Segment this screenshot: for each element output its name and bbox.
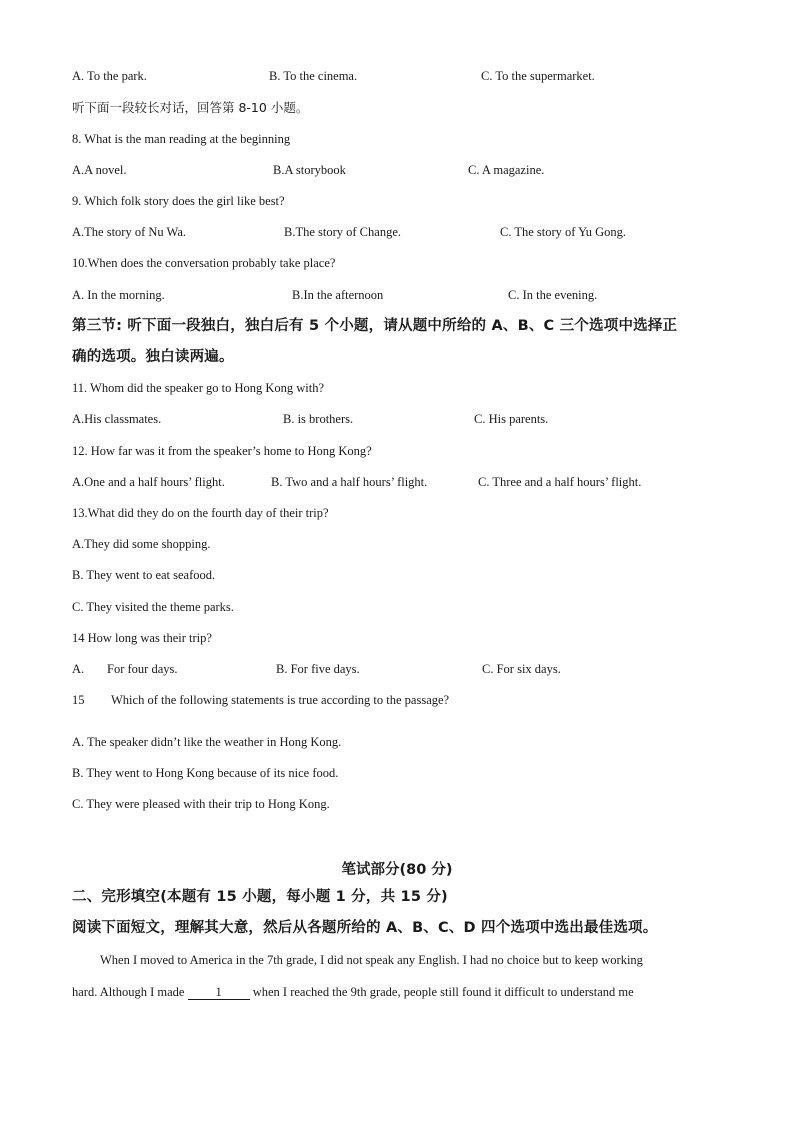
q8-stem: 8. What is the man reading at the beginning [72, 132, 291, 146]
q11-stem: 11. Whom did the speaker go to Hong Kong with? [72, 381, 325, 395]
q8-option-a: A.A novel. [72, 163, 127, 177]
q15-number: 15 [72, 693, 85, 707]
q8-option-b: B.A storybook [273, 163, 346, 177]
q9-stem: 9. Which folk story does the girl like best? [72, 194, 285, 208]
q14-option-c: C. For six days. [482, 662, 561, 676]
q15-stem: Which of the following statements is true according to the passage? [111, 693, 450, 707]
q14-option-a: For four days. [107, 662, 178, 676]
section-long-dialog-instruction: 听下面一段较长对话，回答第 8-10 小题。 [72, 100, 309, 115]
passage-line-2-end: when I reached the 9th grade, people still found it difficult to understand me [249, 985, 634, 999]
part2-title: 二、完形填空(本题有 15 小题，每小题 1 分，共 15 分) [72, 889, 448, 905]
section3-heading-line2: 确的选项。独白读两遍。 [72, 349, 234, 365]
q7-option-c: C. To the supermarket. [481, 69, 595, 83]
q14-option-a-letter: A. [72, 662, 85, 676]
q10-option-a: A. In the morning. [72, 288, 165, 302]
q7-option-a: A. To the park. [72, 69, 147, 83]
written-part-title: 笔试部分(80 分) [341, 862, 453, 878]
q15-option-a: A. The speaker didn’t like the weather in Hong Kong. [72, 735, 342, 749]
cloze-blank-1: 1 [188, 986, 250, 1000]
q10-stem: 10.When does the conversation probably take place? [72, 256, 336, 270]
q9-option-c: C. The story of Yu Gong. [500, 225, 627, 239]
q9-option-b: B.The story of Change. [284, 225, 401, 239]
q15-option-c: C. They were pleased with their trip to Hong Kong. [72, 797, 330, 811]
passage-line-1: When I moved to America in the 7th grade, I did not speak any English. I had no choice but to keep working [100, 953, 643, 967]
q12-stem: 12. How far was it from the speaker’s home to Hong Kong? [72, 444, 372, 458]
q8-option-c: C. A magazine. [468, 163, 545, 177]
q11-option-b: B. is brothers. [283, 412, 354, 426]
q14-option-b: B. For five days. [276, 662, 360, 676]
q7-option-b: B. To the cinema. [269, 69, 358, 83]
q13-option-b: B. They went to eat seafood. [72, 568, 216, 582]
passage-line-2 [72, 984, 634, 1000]
q12-option-a: A.One and a half hours’ flight. [72, 475, 225, 489]
section3-heading-line1: 第三节: 听下面一段独白，独白后有 5 个小题，请从题中所给的 A、B、C 三个选项中选择正 [72, 318, 678, 334]
q10-option-b: B.In the afternoon [292, 288, 384, 302]
q13-option-c: C. They visited the theme parks. [72, 600, 234, 614]
q9-option-a: A.The story of Nu Wa. [72, 225, 187, 239]
part2-instruction: 阅读下面短文，理解其大意，然后从各题所给的 A、B、C、D 四个选项中选出最佳选项。 [72, 920, 658, 936]
q11-option-c: C. His parents. [474, 412, 549, 426]
q14-stem: 14 How long was their trip? [72, 631, 212, 645]
q15-option-b: B. They went to Hong Kong because of its nice food. [72, 766, 339, 780]
q12-option-b: B. Two and a half hours’ flight. [271, 475, 428, 489]
q11-option-a: A.His classmates. [72, 412, 162, 426]
q10-option-c: C. In the evening. [508, 288, 598, 302]
passage-line-2-start: hard. Although I made [72, 985, 188, 999]
q12-option-c: C. Three and a half hours’ flight. [478, 475, 642, 489]
q13-stem: 13.What did they do on the fourth day of their trip? [72, 506, 329, 520]
q13-option-a: A.They did some shopping. [72, 537, 211, 551]
